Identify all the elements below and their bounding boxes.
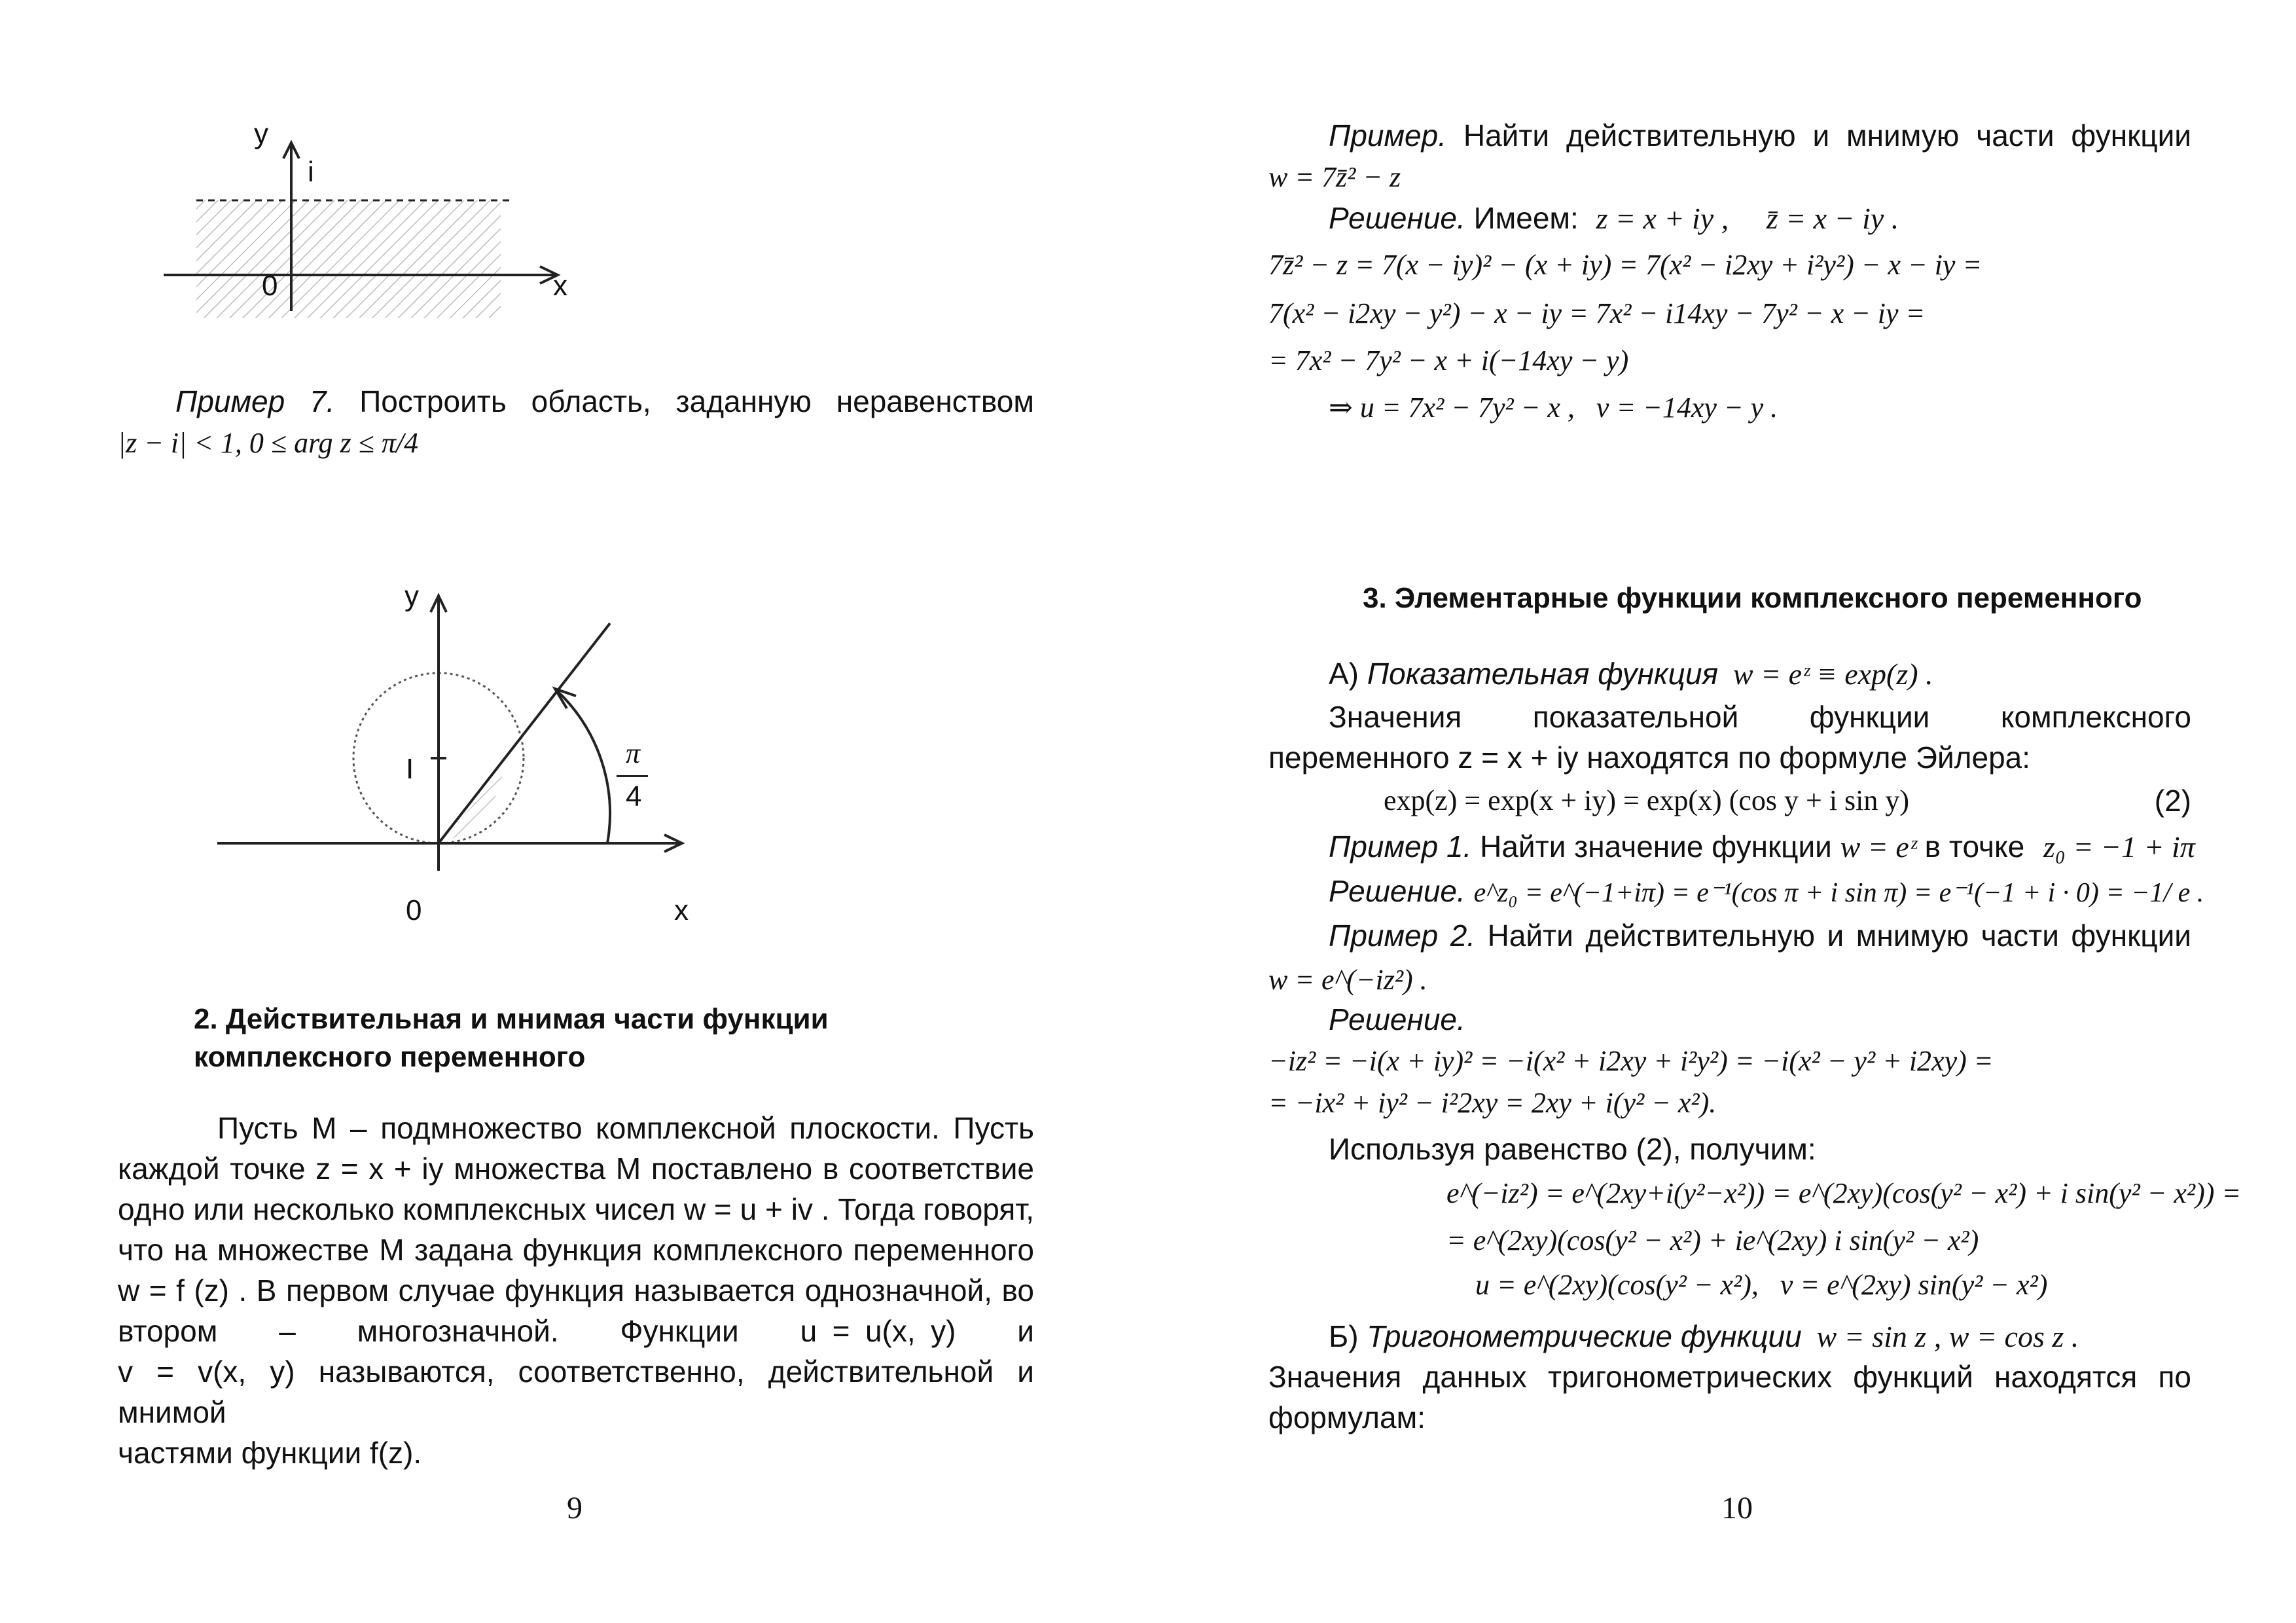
exp-intro [1329,653,1933,695]
exp-intro-formula: w = eᶻ ≡ exp(z) . [1732,657,1933,691]
example1-point: z₀ = −1 + iπ [2043,830,2195,864]
figure-half-plane [157,118,576,334]
fig2-angle-den: 4 [626,780,642,812]
example2-solution-lead: Решение. [1329,1002,1465,1036]
example1-solution-lead: Решение. [1329,874,1465,908]
fig2-zero-label: 0 [406,894,422,926]
trig-name: Тригонометрические функции [1367,1319,1802,1353]
example1-lead: Пример 1. [1329,830,1472,864]
paragraph-line: частями функции f(z). [118,1436,422,1470]
example-function: w = 7z̄² − z [1268,161,1401,193]
paragraph-line: w = f (z) . В первом случае функция называется однозначной, во [118,1273,1034,1307]
example1-tail: в точке [1924,830,2025,864]
section2-paragraph [118,1108,1034,1473]
shaded-region [196,200,501,318]
paragraph-line: втором – многозначной. Функции u = u(x, y) и [118,1314,1034,1348]
trig-line: формулам: [1268,1400,1426,1434]
trig-letter: Б) [1329,1319,1359,1353]
derivation-line: = 7x² − 7y² − x + i(−14xy − y) [1268,344,1629,376]
exp-intro-name: Показательная функция [1367,657,1719,691]
paragraph-line: одно или несколько комплексных чисел w = u + iv . Тогда говорят, [118,1192,1034,1226]
trig-formula: w = sin z , w = cos z . [1816,1320,2079,1353]
example1-formula: w = eᶻ [1840,830,1916,864]
fig2-i-label: I [406,753,414,785]
euler-eq-number: (2) [2154,784,2191,818]
trig-line: Значения данных тригонометрических функций находятся по [1268,1360,2191,1394]
example7-lead: Пример 7. [175,384,335,418]
fig2-angle-num: π [626,737,641,769]
angle-arc [558,691,610,843]
trig-paragraph [1268,1357,2191,1438]
example-text: Найти действительную и мнимую части функции [1463,119,2191,153]
example2-lead: Пример 2. [1329,919,1476,953]
derivation-result: ⇒ u = 7x² − 7y² − x , v = −14xy − y . [1329,392,1778,424]
example-line [1329,115,2191,156]
example7-condition: |z − i| < 1, 0 ≤ arg z ≤ π/4 [118,427,419,459]
example7-line [175,381,1034,422]
paragraph-line: что на множестве M задана функция комплексного переменного [118,1233,1034,1267]
solution-line [1329,198,2191,239]
fig2-angle-bar [617,775,648,777]
trig-intro [1329,1316,2079,1357]
example-lead: Пример. [1329,119,1446,153]
exp-intro-letter: А) [1329,657,1359,691]
derivation-line: 7(x² − i2xy − y²) − x − iy = 7x² − i14xy − 7y² − x − iy = [1268,297,1926,329]
example2-function: w = e^(−iz²) . [1268,964,1427,996]
section2-title [194,1000,1045,1076]
example2-line: −iz² = −i(x + iy)² = −i(x² + i2xy + i²y²) = −i(x² − y² + i2xy) = [1268,1045,1994,1077]
example1-text: Найти значение функции [1480,830,1832,864]
page-number-left: 9 [567,1491,583,1525]
euler-line: Значения показательной функции комплексного [1329,700,2191,734]
fig1-y-label: y [254,118,268,150]
fig1-x-label: x [553,270,567,302]
section2-title-line1: 2. Действительная и мнимая части функции [194,1003,829,1035]
ray-pi-4 [439,623,610,843]
euler-line: переменного z = x + iy находятся по формуле Эйлера: [1268,740,2031,775]
euler-paragraph [1268,697,2191,778]
page-number-right: 10 [1721,1491,1753,1525]
example2-text: Найти действительную и мнимую части функции [1487,919,2192,953]
paragraph-line: v = v(x, y) называются, соответственно, действительной и мнимой [118,1355,1034,1429]
section3-title: 3. Элементарные функции комплексного переменного [1363,582,2142,614]
example2-line [1329,915,2191,956]
using-equation: Используя равенство (2), получим: [1329,1132,1816,1166]
fig1-zero-label: 0 [262,270,278,302]
exp-line: u = e^(2xy)(cos(y² − x²), v = e^(2xy) sin(y² − x²) [1475,1269,2048,1301]
solution-text: Имеем: [1473,201,1579,235]
exp-line: = e^(2xy)(cos(y² − x²) + ie^(2xy) i sin(y² − x²) [1446,1224,1979,1256]
solution-defs: z = x + iy , z̄ = x − iy . [1596,202,1899,235]
euler-formula: exp(z) = exp(x + iy) = exp(x) (cos y + i sin y) [1384,784,1910,816]
fig1-i-label: i [308,156,314,188]
example7-text: Построить область, заданную неравенством [359,384,1034,418]
example1-solution-formula: e^z₀ = e^(−1+iπ) = e⁻¹(cos π + i sin π) = e⁻¹(−1 + i · 0) = −1/ e . [1473,878,2204,908]
right-page [1148,0,2296,1623]
fig2-y-label: y [404,580,419,612]
paragraph-line: каждой точке z = x + iy множества M поставлено в соответствие [118,1152,1034,1186]
derivation-line: 7z̄² − z = 7(x − iy)² − (x + iy) = 7(x² − i2xy + i²y²) − x − iy = [1268,249,1982,281]
exp-line: e^(−iz²) = e^(2xy+i(y²−x²)) = e^(2xy)(cos(y² − x²) + i sin(y² − x²)) = [1446,1177,2242,1209]
example1-line [1329,826,2195,867]
example1-solution [1329,871,2204,913]
example2-line: = −ix² + iy² − i²2xy = 2xy + i(y² − x²). [1268,1087,1717,1119]
section2-title-line2: комплексного переменного [194,1041,586,1073]
paragraph-line: Пусть M – подмножество комплексной плоскости. Пусть [217,1111,1034,1145]
euler-formula-row [1268,780,2191,821]
solution-lead: Решение. [1329,201,1465,235]
fig2-x-label: x [674,894,689,926]
